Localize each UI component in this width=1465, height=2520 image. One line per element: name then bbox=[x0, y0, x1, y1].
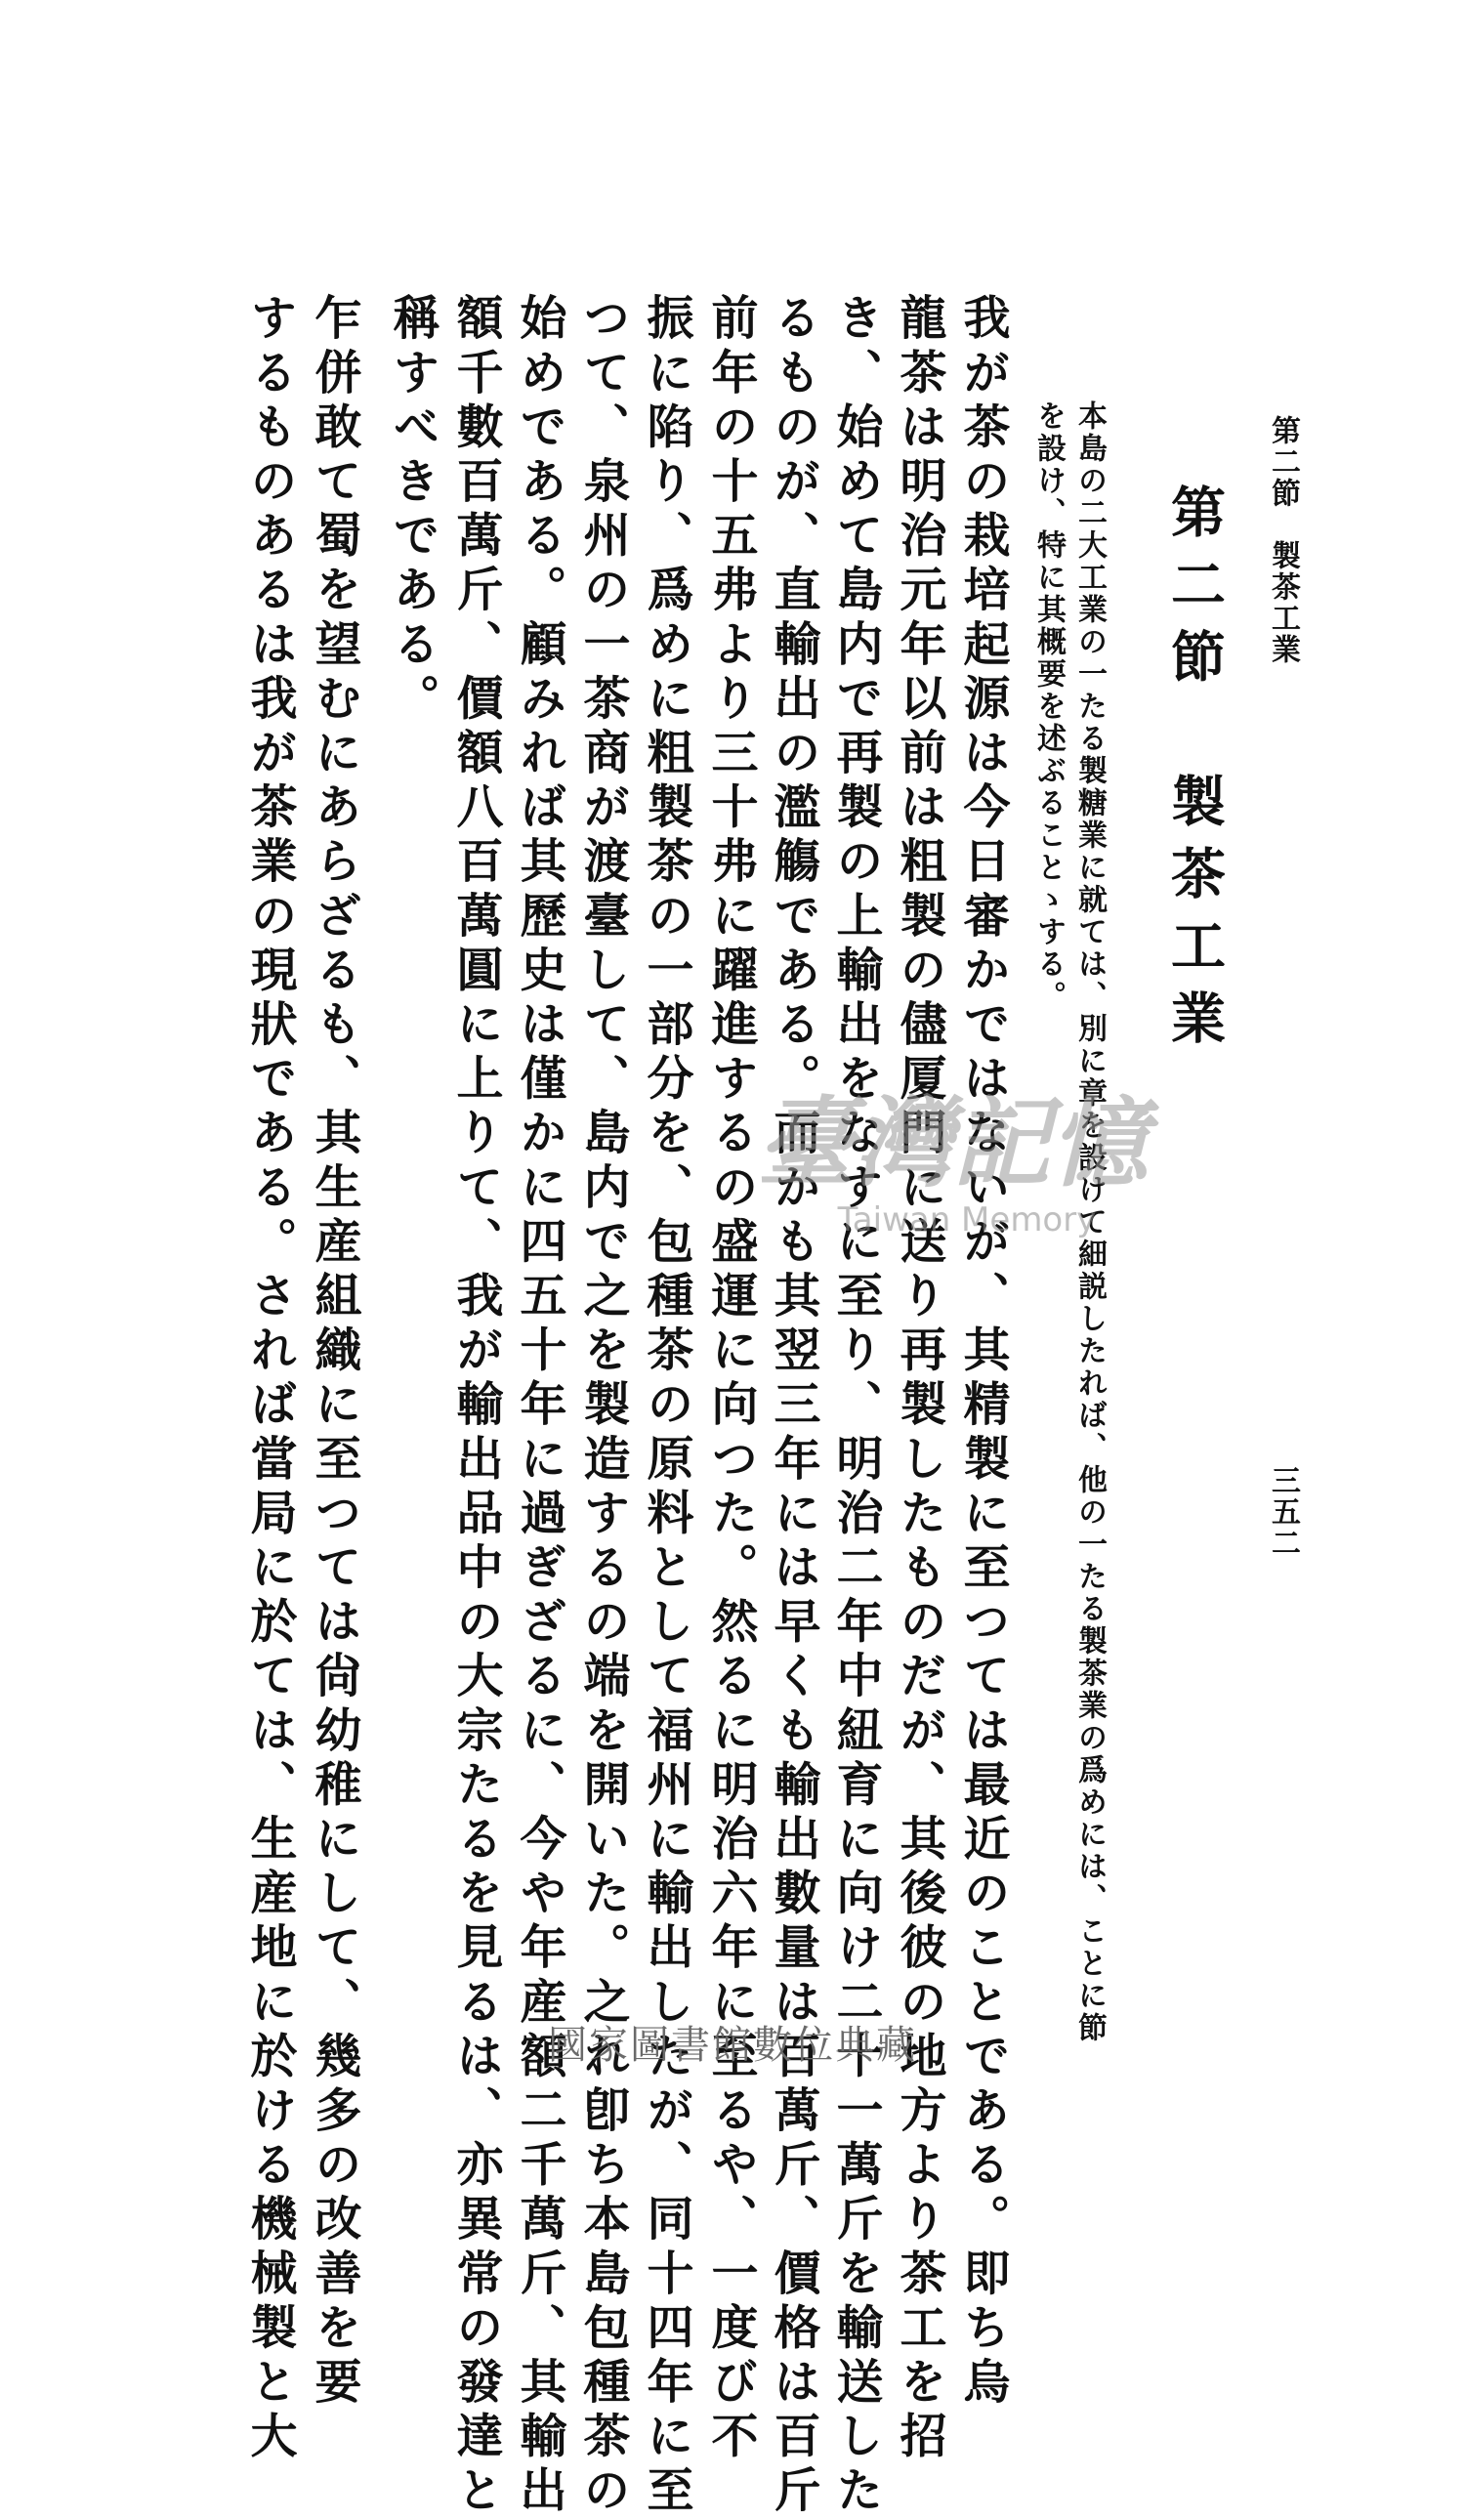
body-line: き、始めて島内で再製の上輸出をなすに至り、明治二年中紐育に向け二十一萬斤を輸送した bbox=[828, 293, 883, 2520]
body-line: するものあるは我が茶業の現狀である。されば當局に於ては、生産地に於ける機械製と大 bbox=[242, 293, 297, 2465]
body-line: るものが、直輸出の濫觴である。而かも其翌三年には早くも輸出數量は百萬斤、價格は百斤 bbox=[766, 293, 820, 2520]
page-number: 三五二 bbox=[1266, 1465, 1300, 1559]
watermark-logo bbox=[723, 1084, 1182, 1240]
intro-line: を設け、特に其概要を述ぶることゝする。 bbox=[1031, 400, 1066, 1013]
body-line: 我が茶の栽培起源は今日審かではないが、其精製に至つては最近のことである。即ち烏 bbox=[955, 293, 1010, 2412]
body-line: 稱すべきである。 bbox=[385, 293, 440, 728]
body-line: つて、泉州の一茶商が渡臺して、島内で之を製造するの端を開いた。之れ卽ち本島包種茶の bbox=[575, 293, 630, 2520]
body-line: 振に陷り、爲めに粗製茶の一部分を、包種茶の原料として福州に輸出したが、同十四年に至 bbox=[639, 293, 693, 2520]
body-line: 前年の十五弗より三十弗に躍進するの盛運に向つた。然るに明治六年に至るや、一度び不 bbox=[703, 293, 758, 2465]
intro-line: 本島の二大工業の一たる製糖業に就ては、別に章を設けて細説したれば、他の一たる製茶業の爲めには、ことに節 bbox=[1072, 400, 1107, 2044]
footer-credit: 國家圖書館數位典藏 bbox=[548, 2023, 917, 2068]
body-line: 龍茶は明治元年以前は粗製の儘厦門に送り再製したものだが、其後彼の地方より茶工を招 bbox=[892, 293, 946, 2465]
section-title: 第二節 製茶工業 bbox=[1162, 483, 1227, 1062]
svg-text:Taiwan Memory: Taiwan Memory bbox=[837, 1200, 1097, 1239]
body-line: 額千數百萬斤、價額八百萬圓に上りて、我が輸出品中の大宗たるを見るは、亦異常の發達と bbox=[448, 293, 503, 2520]
running-header-section: 第二節 製茶工業 bbox=[1266, 415, 1300, 665]
body-line: 始めである。顧みれば其歷史は僅かに四五十年に過ぎざるに、今や年産額二千萬斤、其輸出 bbox=[512, 293, 566, 2520]
svg-text:臺灣記憶: 臺灣記憶 bbox=[757, 1085, 1148, 1200]
body-line: 乍併敢て蜀を望むにあらざるも、其生産組織に至つては尙幼稚にして、幾多の改善を要 bbox=[307, 293, 361, 2412]
